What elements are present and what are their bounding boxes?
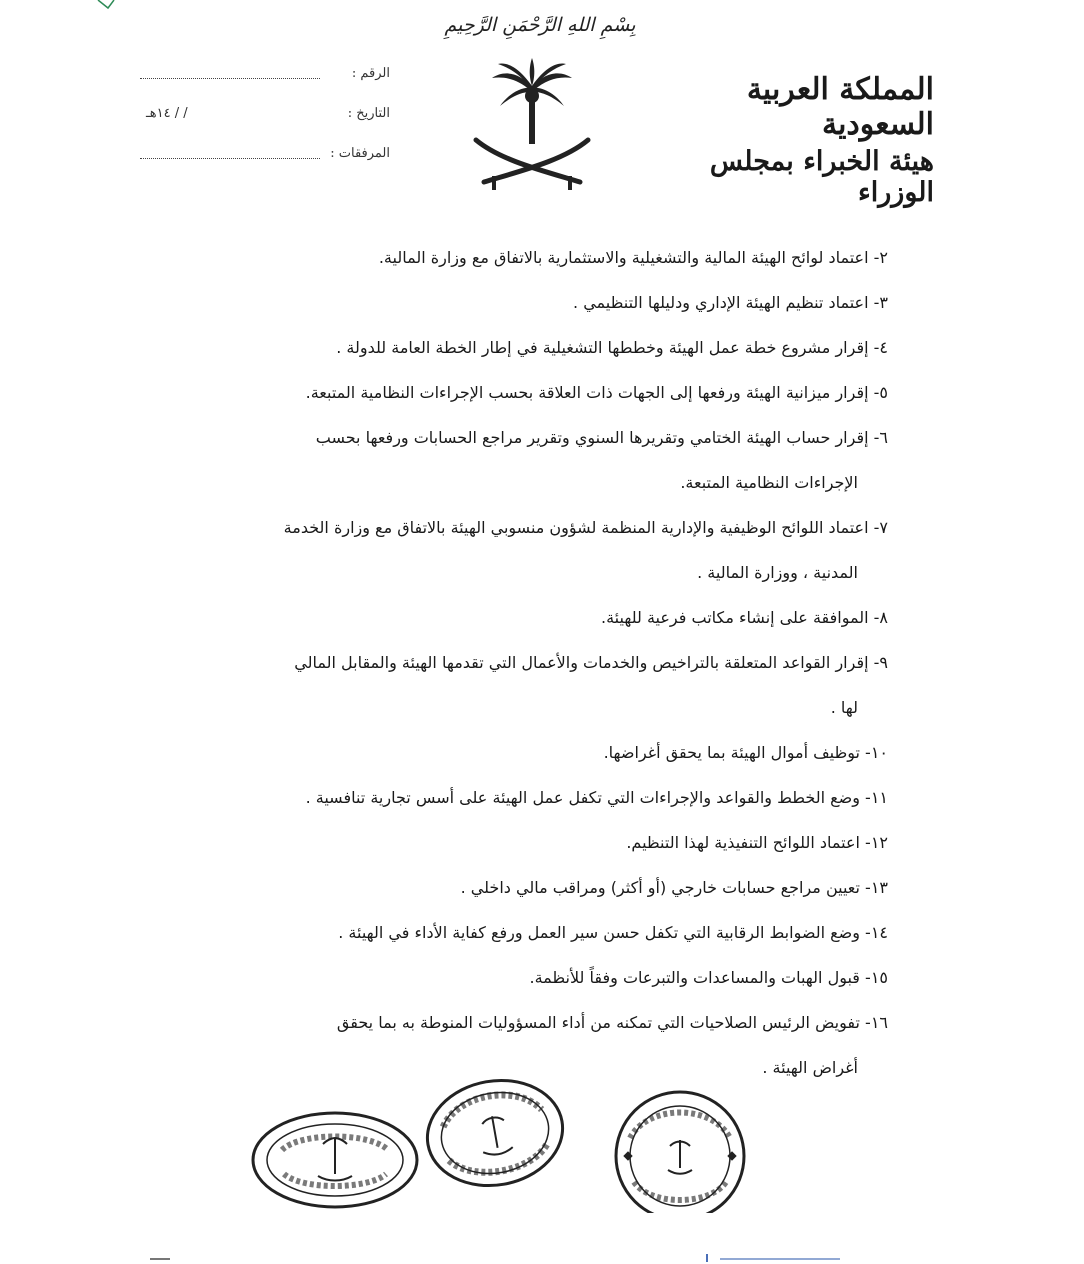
clause-line-continuation: الإجراءات النظامية المتبعة.	[680, 473, 858, 492]
clause-line: ١٥- قبول الهبات والمساعدات والتبرعات وفقاً للأنظمة.	[529, 968, 888, 987]
date-value: / / ١٤هـ	[146, 106, 188, 121]
clause-7	[160, 513, 888, 603]
general-secretariat-seal	[419, 1078, 571, 1196]
clause-line-continuation: المدنية ، ووزارة المالية .	[697, 563, 858, 582]
basmala: بِسْمِ اللهِ الرَّحْمَنِ الرَّحِيمِ	[444, 14, 636, 36]
authority-name: هيئة الخبراء بمجلس الوزراء	[709, 146, 934, 208]
corner-mark	[96, 0, 116, 10]
letterhead	[634, 72, 934, 208]
clause-line-continuation: لها .	[830, 698, 858, 717]
clauses-list	[160, 243, 888, 1098]
clause-line: ٣- اعتماد تنظيم الهيئة الإداري ودليلها التنظيمي .	[573, 293, 888, 312]
clause-8	[160, 603, 888, 648]
clause-line: ٩- إقرار القواعد المتعلقة بالتراخيص والخدمات والأعمال التي تقدمها الهيئة والمقابل المالي	[294, 653, 888, 672]
clause-13	[160, 873, 888, 918]
reference-label: الرقم :	[351, 66, 390, 81]
clause-line: ٨- الموافقة على إنشاء مكاتب فرعية للهيئة.	[601, 608, 888, 627]
clause-12	[160, 828, 888, 873]
clause-2	[160, 243, 888, 288]
official-seals	[250, 1078, 750, 1213]
clause-6	[160, 423, 888, 513]
clause-line: ٤- إقرار مشروع خطة عمل الهيئة وخططها التشغيلية في إطار الخطة العامة للدولة .	[336, 338, 888, 357]
clause-line: ١٦- تفويض الرئيس الصلاحيات التي تمكنه من أداء المسؤوليات المنوطة به بما يحقق	[336, 1013, 888, 1032]
clause-4	[160, 333, 888, 378]
bottom-edge-marks	[150, 1252, 950, 1264]
attachments-row	[140, 146, 390, 186]
clause-line: ٦- إقرار حساب الهيئة الختامي وتقريرها السنوي وتقرير مراجع الحسابات ورفعها بحسب	[315, 428, 888, 447]
clause-10	[160, 738, 888, 783]
palm-swords-emblem-icon	[470, 58, 594, 194]
clause-line: ١٤- وضع الضوابط الرقابية التي تكفل حسن سير العمل ورفع كفاية الأداء في الهيئة .	[338, 923, 888, 942]
attachments-label: المرفقات :	[330, 146, 390, 161]
document-meta	[140, 66, 390, 186]
clause-line: ٥- إقرار ميزانية الهيئة ورفعها إلى الجهات ذات العلاقة بحسب الإجراءات النظامية المتبعة.	[305, 383, 888, 402]
clause-line: ٧- اعتماد اللوائح الوظيفية والإدارية المنظمة لشؤون منسوبي الهيئة بالاتفاق مع وزارة الخدمة	[283, 518, 888, 537]
clause-9	[160, 648, 888, 738]
reference-row	[140, 66, 390, 106]
clause-line: ١٠- توظيف أموال الهيئة بما يحقق أغراضها.	[603, 743, 888, 762]
clause-5	[160, 378, 888, 423]
date-label: التاريخ :	[347, 106, 390, 121]
reference-line	[140, 78, 320, 79]
clause-line: ٢- اعتماد لوائح الهيئة المالية والتشغيلية والاستثمارية بالاتفاق مع وزارة المالية.	[378, 248, 888, 267]
clause-line-continuation: أغراض الهيئة .	[762, 1058, 858, 1077]
attachments-line	[140, 158, 320, 159]
clause-line: ١٢- اعتماد اللوائح التنفيذية لهذا التنظيم.	[626, 833, 888, 852]
clause-line: ١١- وضع الخطط والقواعد والإجراءات التي تكفل عمل الهيئة على أسس تجارية تنافسية .	[305, 788, 888, 807]
clause-3	[160, 288, 888, 333]
kingdom-name: المملكة العربية السعودية	[746, 72, 934, 142]
clause-line: ١٣- تعيين مراجع حسابات خارجي (أو أكثر) ومراقب مالي داخلي .	[460, 878, 888, 897]
clause-11	[160, 783, 888, 828]
clause-15	[160, 963, 888, 1008]
clause-14	[160, 918, 888, 963]
authority-seal	[253, 1113, 417, 1207]
date-row	[140, 106, 390, 146]
royal-court-seal	[616, 1092, 744, 1213]
